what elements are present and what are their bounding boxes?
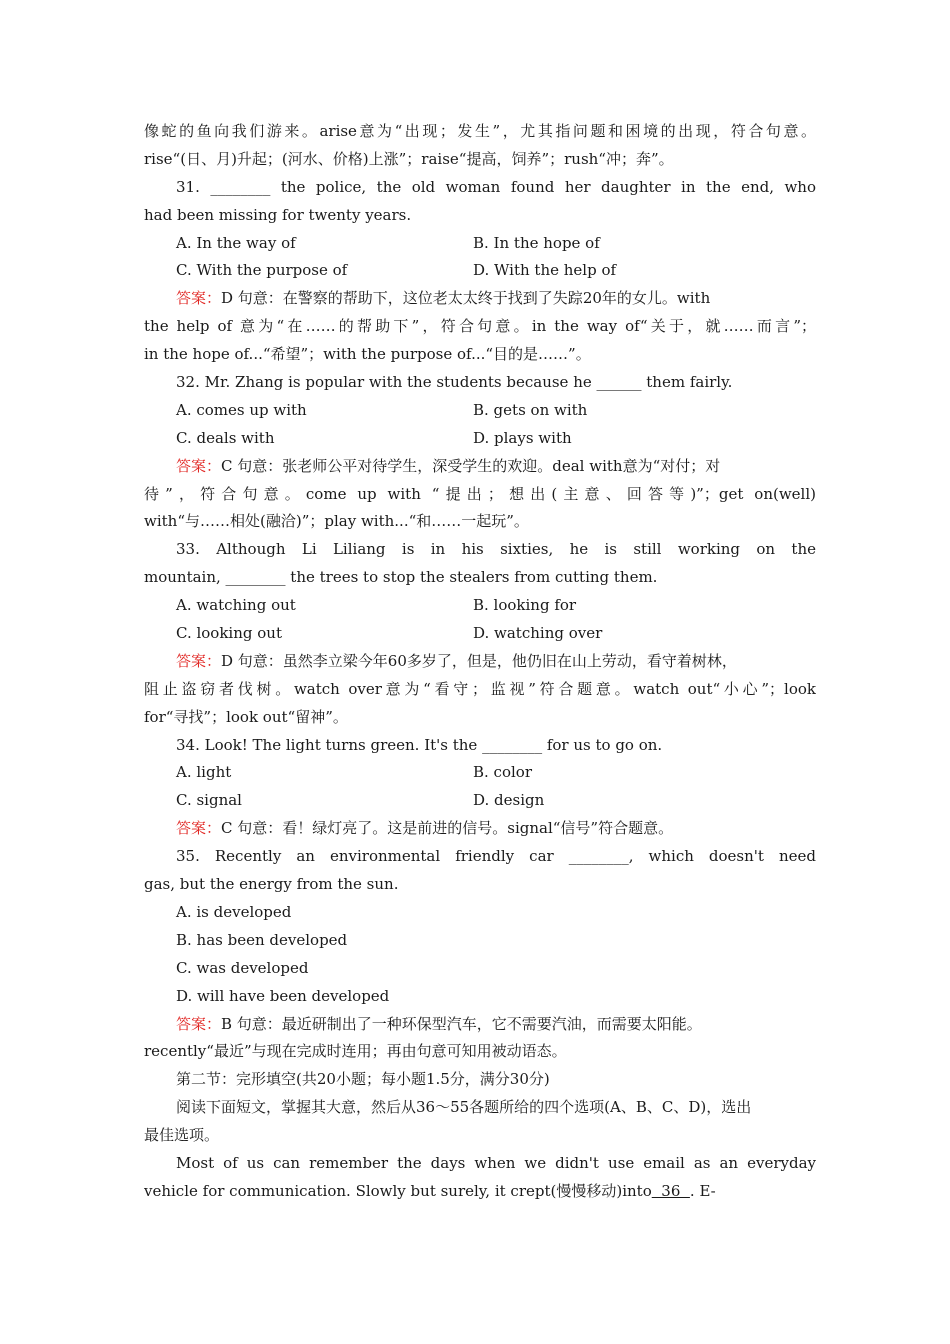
answer-text: B 句意：最近研制出了一种环保型汽车，它不需要汽油，而需要太阳能。 bbox=[221, 1014, 702, 1033]
answer-text: D 句意：虽然李立梁今年60多岁了，但是，他仍旧在山上劳动，看守着树林， bbox=[221, 651, 737, 670]
question-32-answer bbox=[144, 453, 816, 481]
question-33-answer bbox=[144, 648, 816, 676]
option-a: A. light bbox=[176, 763, 232, 782]
option-b: B. gets on with bbox=[473, 400, 588, 419]
answer-text: D 句意：在警察的帮助下，这位老太太终于找到了失踪20年的女儿。with bbox=[221, 289, 711, 308]
answer-line: with“与……相处(融洽)”；play with...“和……一起玩”。 bbox=[144, 512, 529, 531]
question-33-options-row-1 bbox=[144, 592, 816, 620]
question-34-answer bbox=[144, 815, 816, 843]
option-c: C. deals with bbox=[176, 428, 275, 447]
answer-line: 待”，符合句意。come up with “提出；想出(主意、回答等)”；get on(well) bbox=[144, 484, 816, 503]
question-35-stem-cont: gas, but the energy from the sun. bbox=[144, 875, 399, 894]
question-35-stem: 35. Recently an environmental friendly car ________, which doesn't need bbox=[176, 847, 816, 866]
question-31-stem: 31. ________ the police, the old woman found her daughter in the end, who bbox=[176, 177, 816, 196]
option-c: C. looking out bbox=[176, 624, 282, 643]
passage-line bbox=[144, 1178, 816, 1206]
answer-line: for“寻找”；look out“留神”。 bbox=[144, 707, 348, 726]
answer-line: 阻止盗窃者伐树。watch over意为“看守；监视”符合题意。watch out“小心”；look bbox=[144, 679, 816, 698]
answer-label: 答案： bbox=[176, 1014, 222, 1033]
question-34-options-row-1 bbox=[144, 759, 816, 787]
answer-label: 答案： bbox=[176, 651, 222, 670]
passage-text: vehicle for communication. Slowly but surely, it crept(慢慢移动)into bbox=[144, 1181, 652, 1200]
option-a: A. watching out bbox=[176, 596, 296, 615]
option-d: D. design bbox=[473, 791, 545, 810]
question-31-stem-cont: had been missing for twenty years. bbox=[144, 205, 412, 224]
answer-label: 答案： bbox=[176, 289, 222, 308]
answer-text: C 句意：张老师公平对待学生，深受学生的欢迎。deal with意为“对付；对 bbox=[221, 456, 721, 475]
answer-text: C 句意：看！绿灯亮了。这是前进的信号。signal“信号”符合题意。 bbox=[221, 819, 674, 838]
question-32-options-row-1 bbox=[144, 397, 816, 425]
option-a: A. is developed bbox=[176, 902, 292, 921]
passage-line: Most of us can remember the days when we didn't use email as an everyday bbox=[176, 1153, 816, 1172]
question-31-options-row-2 bbox=[144, 257, 816, 285]
option-d: D. will have been developed bbox=[176, 986, 390, 1005]
question-32-options-row-2 bbox=[144, 425, 816, 453]
option-d: D. plays with bbox=[473, 428, 572, 447]
answer-label: 答案： bbox=[176, 456, 222, 475]
answer-label: 答案： bbox=[176, 819, 222, 838]
paragraph-line: rise“(日、月)升起；(河水、价格)上涨”；raise“提高，饲养”；rush“冲；奔”。 bbox=[144, 149, 674, 168]
option-a: A. In the way of bbox=[176, 233, 296, 252]
answer-line: the help of 意为“在……的帮助下”，符合句意。in the way of“关于，就……而言”； bbox=[144, 317, 816, 336]
option-b: B. looking for bbox=[473, 596, 577, 615]
answer-line: in the hope of...“希望”；with the purpose of...“目的是……”。 bbox=[144, 345, 591, 364]
question-32-stem: 32. Mr. Zhang is popular with the students because he ______ them fairly. bbox=[176, 373, 733, 392]
question-31-answer bbox=[144, 285, 816, 313]
question-34-stem: 34. Look! The light turns green. It's the ________ for us to go on. bbox=[176, 735, 663, 754]
option-b: B. In the hope of bbox=[473, 233, 600, 252]
question-34-options-row-2 bbox=[144, 787, 816, 815]
section-instructions: 阅读下面短文，掌握其大意，然后从36～55各题所给的四个选项(A、B、C、D)，选出 bbox=[176, 1098, 752, 1117]
option-b: B. color bbox=[473, 763, 532, 782]
question-35-answer bbox=[144, 1011, 816, 1039]
option-d: D. watching over bbox=[473, 624, 603, 643]
option-c: C. signal bbox=[176, 791, 242, 810]
question-33-stem: 33. Although Li Liliang is in his sixties, he is still working on the bbox=[176, 540, 816, 559]
option-a: A. comes up with bbox=[176, 400, 307, 419]
paragraph-line: 像蛇的鱼向我们游来。arise意为“出现；发生”，尤其指问题和困境的出现，符合句意。 bbox=[144, 122, 816, 140]
question-33-options-row-2 bbox=[144, 620, 816, 648]
section-title: 第二节：完形填空(共20小题；每小题1.5分，满分30分) bbox=[176, 1070, 550, 1089]
cloze-blank-36: 36 bbox=[651, 1181, 690, 1200]
option-c: C. With the purpose of bbox=[176, 261, 348, 280]
option-b: B. has been developed bbox=[176, 930, 348, 949]
document-page bbox=[144, 118, 816, 1206]
question-31-options-row-1 bbox=[144, 230, 816, 258]
option-d: D. With the help of bbox=[473, 261, 617, 280]
option-c: C. was developed bbox=[176, 958, 309, 977]
answer-line: recently“最近”与现在完成时连用；再由句意可知用被动语态。 bbox=[144, 1042, 567, 1061]
question-33-stem-cont: mountain, ________ the trees to stop the stealers from cutting them. bbox=[144, 568, 658, 587]
section-instructions-cont: 最佳选项。 bbox=[144, 1126, 220, 1145]
passage-text: . E- bbox=[689, 1181, 716, 1200]
